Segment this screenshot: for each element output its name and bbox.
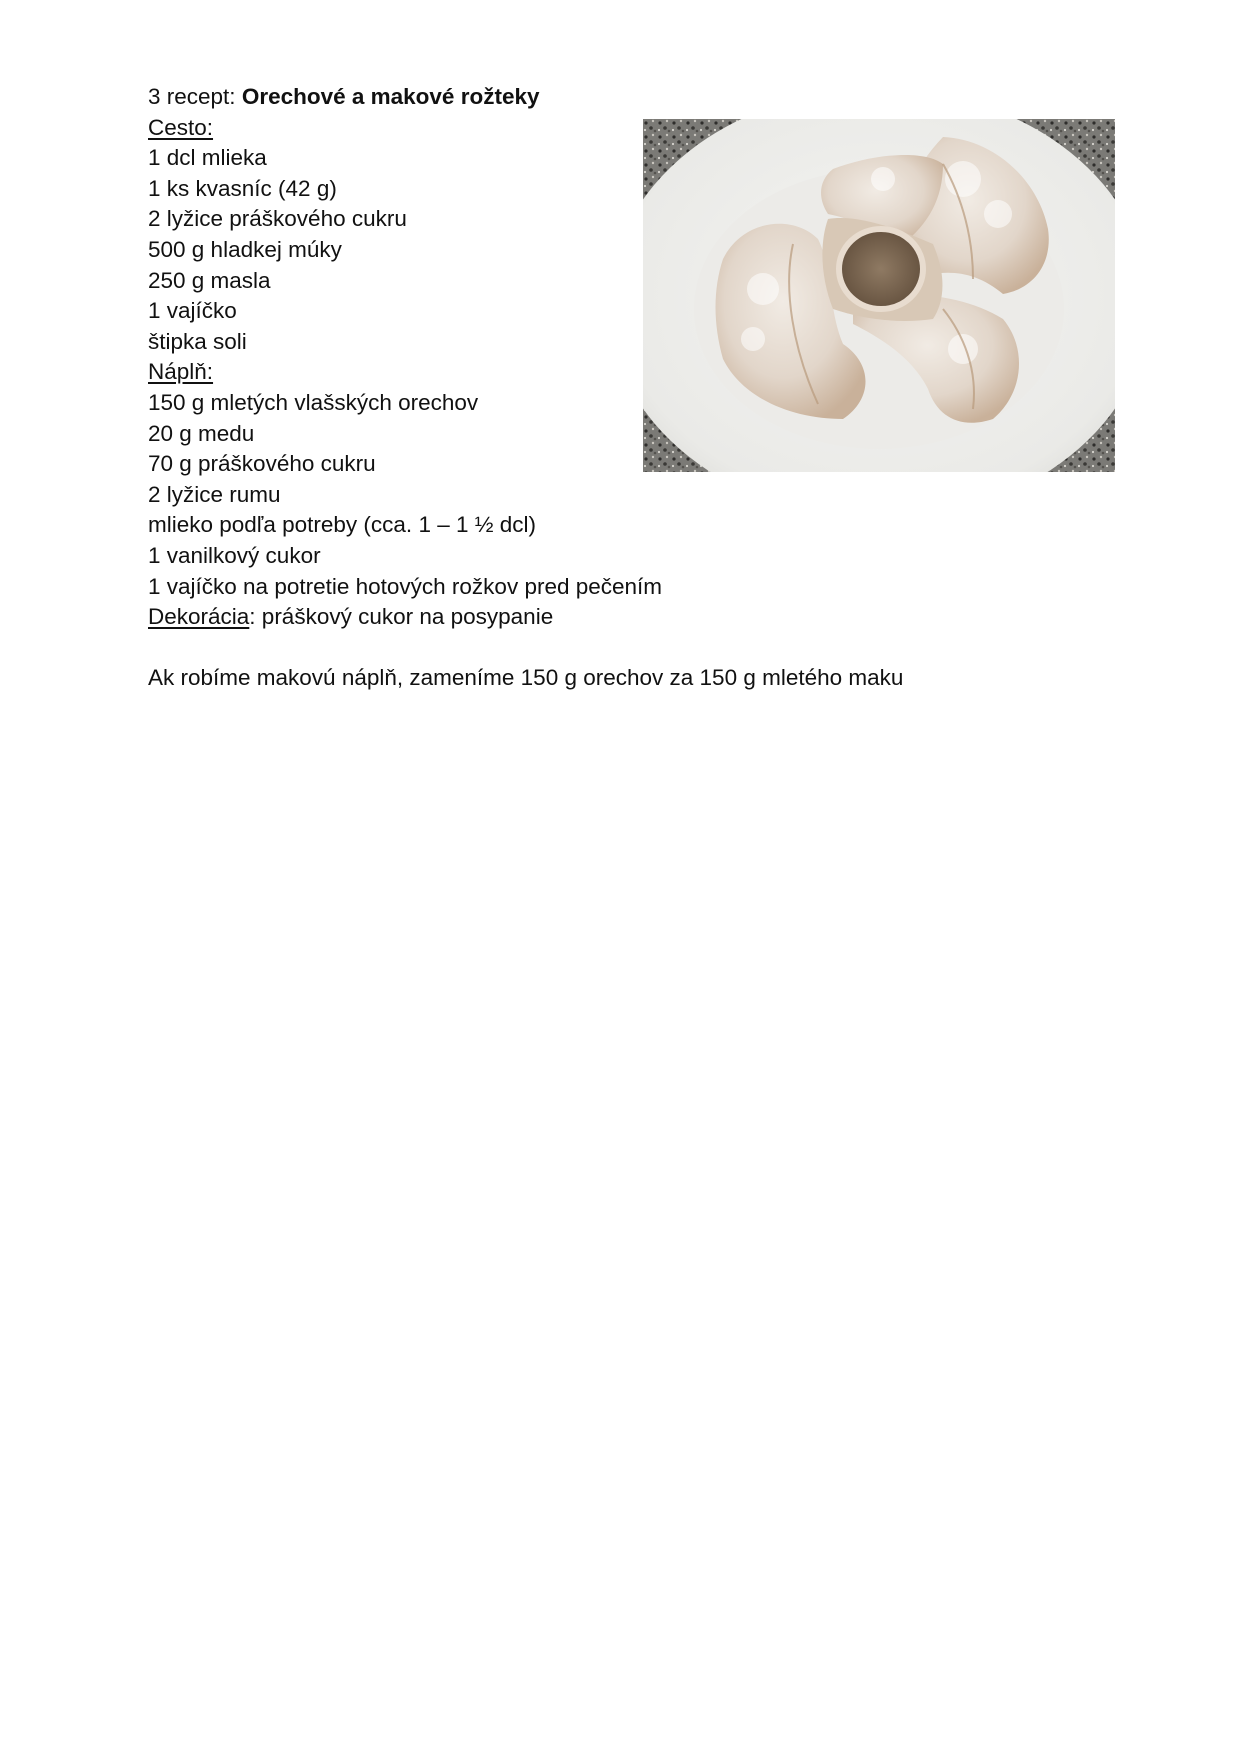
- ingredient-item: 70 g práškového cukru: [148, 451, 376, 477]
- decoration-line: [148, 602, 868, 633]
- recipe-title-line: [148, 82, 868, 113]
- decoration-heading: Dekorácia: [148, 604, 250, 630]
- poppy-seed-note: Ak robíme makovú náplň, zameníme 150 g orechov za 150 g mletého maku: [148, 665, 904, 691]
- pastry-photo-image: [643, 119, 1115, 472]
- ingredient-item: mlieko podľa potreby (cca. 1 – 1 ½ dcl): [148, 512, 537, 538]
- dough-heading: Cesto:: [148, 114, 214, 140]
- blank-line: [148, 633, 868, 664]
- recipe-number: 3 recept:: [148, 84, 236, 109]
- ingredient-item: 20 g medu: [148, 420, 255, 446]
- ingredient-item: 500 g hladkej múky: [148, 236, 342, 262]
- recipe-title: Orechové a makové rožteky: [241, 84, 540, 109]
- ingredient-item: 1 dcl mlieka: [148, 145, 267, 171]
- pastry-photo: [643, 119, 1115, 472]
- ingredient-item: 1 vajíčko na potretie hotových rožkov pred pečením: [148, 573, 663, 599]
- ingredient-item: 250 g masla: [148, 267, 271, 293]
- ingredient-item: 1 vajíčko: [148, 298, 237, 324]
- ingredient-item: štipka soli: [148, 328, 247, 354]
- ingredient-item: 2 lyžice rumu: [148, 481, 281, 507]
- ingredient-item: 2 lyžice práškového cukru: [148, 206, 407, 232]
- ingredient-item: 1 vanilkový cukor: [148, 542, 321, 568]
- decoration-text: : práškový cukor na posypanie: [249, 604, 554, 630]
- ingredient-item: 150 g mletých vlašských orechov: [148, 389, 479, 415]
- ingredient-item: 1 ks kvasníc (42 g): [148, 175, 337, 201]
- filling-heading: Náplň:: [148, 359, 214, 385]
